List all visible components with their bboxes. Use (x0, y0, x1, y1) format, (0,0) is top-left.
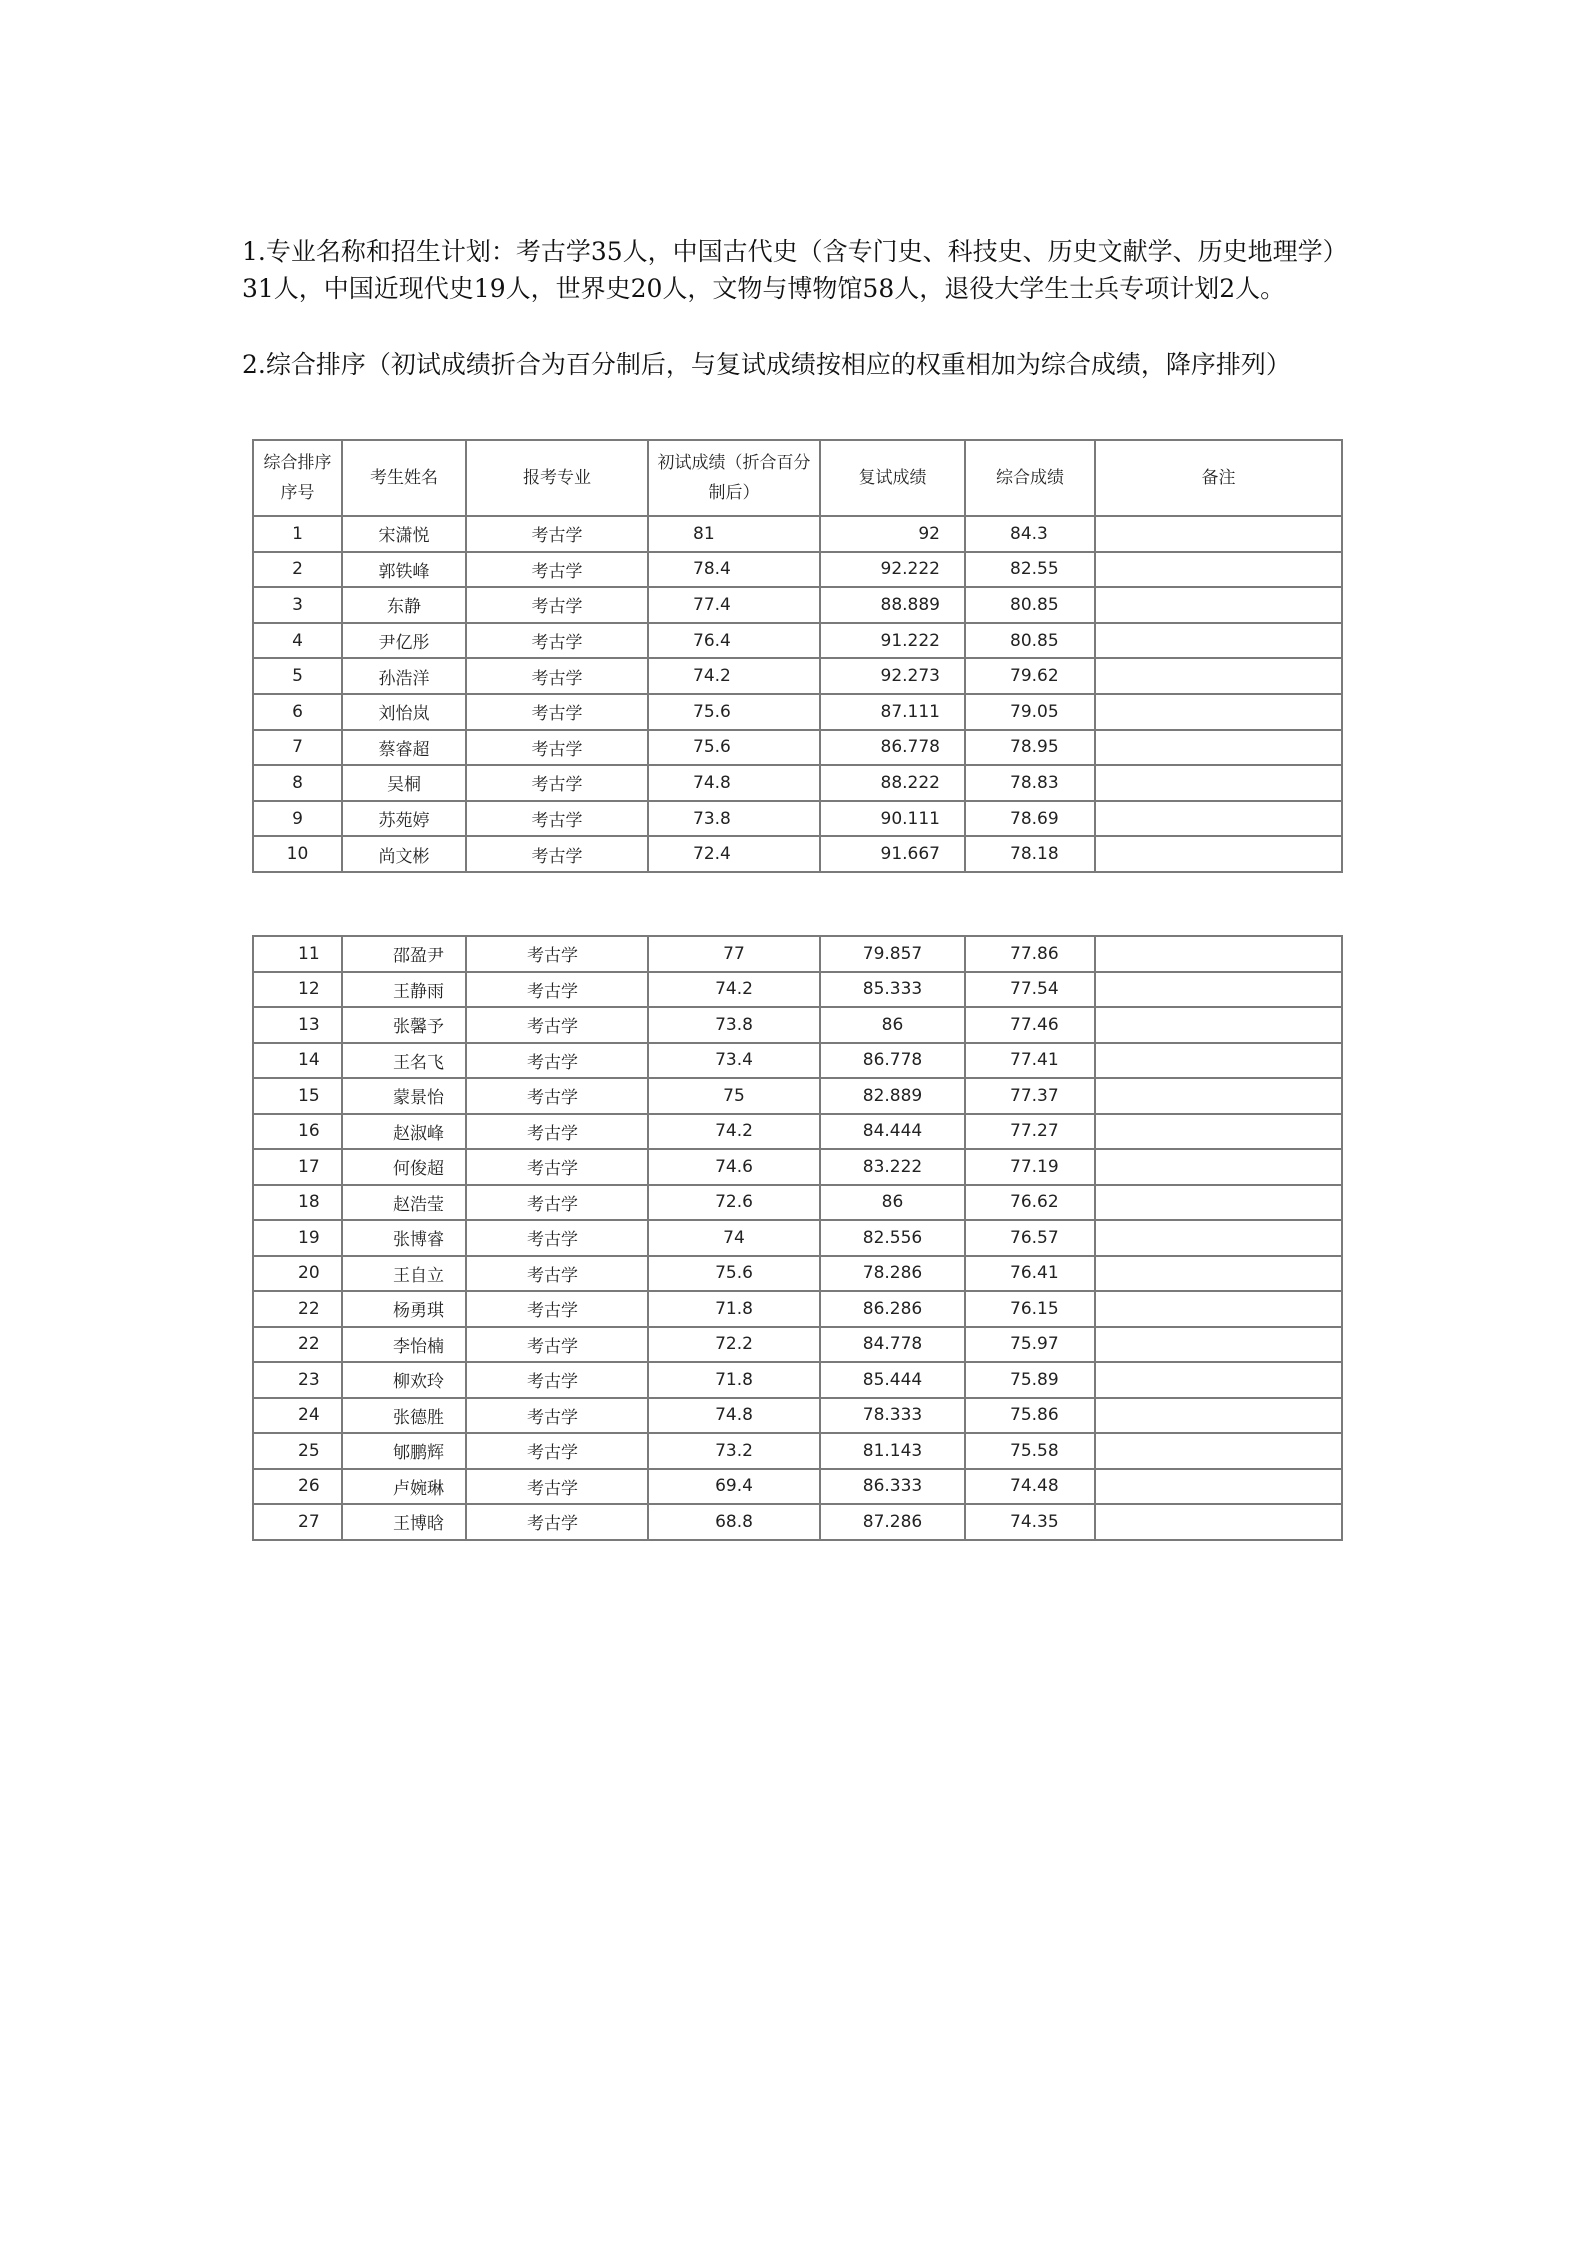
cell-retest-score: 86.286 (820, 1291, 965, 1327)
cell-initial-score: 74 (648, 1220, 820, 1256)
table-row (253, 1469, 1342, 1505)
cell-initial-score: 71.8 (648, 1362, 820, 1398)
cell-retest-score: 86.778 (820, 1043, 965, 1079)
cell-initial-score: 74.2 (648, 658, 820, 694)
cell-initial-score: 75 (648, 1078, 820, 1114)
cell-rank: 23 (253, 1362, 342, 1398)
cell-initial-score: 74.2 (648, 1114, 820, 1150)
cell-retest-score: 82.889 (820, 1078, 965, 1114)
cell-total-score: 79.05 (965, 694, 1095, 730)
cell-initial-score: 77.4 (648, 587, 820, 623)
cell-name: 东静 (342, 587, 466, 623)
cell-total-score: 77.27 (965, 1114, 1095, 1150)
cell-total-score: 75.97 (965, 1327, 1095, 1363)
cell-major: 考古学 (466, 587, 648, 623)
cell-major: 考古学 (466, 936, 648, 972)
cell-retest-score: 88.889 (820, 587, 965, 623)
table-row (253, 1256, 1342, 1292)
cell-remark (1095, 1433, 1342, 1469)
cell-major: 考古学 (466, 836, 648, 872)
cell-name: 王博晗 (342, 1504, 466, 1540)
header-total-score: 综合成绩 (965, 440, 1095, 516)
cell-name: 宋潇悦 (342, 516, 466, 552)
cell-initial-score: 75.6 (648, 1256, 820, 1292)
cell-total-score: 74.35 (965, 1504, 1095, 1540)
cell-total-score: 76.41 (965, 1256, 1095, 1292)
cell-major: 考古学 (466, 1256, 648, 1292)
table-row (253, 1007, 1342, 1043)
cell-rank: 16 (253, 1114, 342, 1150)
ranking-table-body-2 (253, 936, 1342, 1540)
cell-major: 考古学 (466, 658, 648, 694)
cell-remark (1095, 1149, 1342, 1185)
cell-retest-score: 82.556 (820, 1220, 965, 1256)
cell-retest-score: 91.222 (820, 623, 965, 659)
cell-remark (1095, 587, 1342, 623)
enrollment-plan-paragraph: 1.专业名称和招生计划：考古学35人，中国古代史（含专门史、科技史、历史文献学、历史地理学）31人，中国近现代史19人，世界史20人，文物与博物馆58人，退役大学生士兵专项计划2人。 (242, 237, 1348, 303)
cell-remark (1095, 836, 1342, 872)
cell-initial-score: 73.4 (648, 1043, 820, 1079)
cell-remark (1095, 1114, 1342, 1150)
cell-major: 考古学 (466, 1149, 648, 1185)
cell-name: 尚文彬 (342, 836, 466, 872)
cell-retest-score: 84.778 (820, 1327, 965, 1363)
cell-remark (1095, 1504, 1342, 1540)
cell-rank: 17 (253, 1149, 342, 1185)
table-row (253, 836, 1342, 872)
table-row (253, 587, 1342, 623)
cell-name: 杨勇琪 (342, 1291, 466, 1327)
cell-name: 蒙景怡 (342, 1078, 466, 1114)
cell-name: 赵淑峰 (342, 1114, 466, 1150)
cell-total-score: 77.41 (965, 1043, 1095, 1079)
cell-major: 考古学 (466, 972, 648, 1008)
cell-rank: 4 (253, 623, 342, 659)
cell-total-score: 77.46 (965, 1007, 1095, 1043)
cell-initial-score: 73.8 (648, 1007, 820, 1043)
cell-major: 考古学 (466, 516, 648, 552)
cell-remark (1095, 1469, 1342, 1505)
cell-rank: 26 (253, 1469, 342, 1505)
cell-rank: 24 (253, 1398, 342, 1434)
cell-initial-score: 74.6 (648, 1149, 820, 1185)
cell-rank: 20 (253, 1256, 342, 1292)
table-header-row (253, 440, 1342, 516)
cell-name: 张馨予 (342, 1007, 466, 1043)
cell-name: 张博睿 (342, 1220, 466, 1256)
cell-rank: 12 (253, 972, 342, 1008)
cell-initial-score: 69.4 (648, 1469, 820, 1505)
header-remark: 备注 (1095, 440, 1342, 516)
cell-major: 考古学 (466, 1504, 648, 1540)
cell-major: 考古学 (466, 1362, 648, 1398)
cell-total-score: 77.19 (965, 1149, 1095, 1185)
cell-rank: 13 (253, 1007, 342, 1043)
cell-rank: 14 (253, 1043, 342, 1079)
cell-remark (1095, 1256, 1342, 1292)
cell-name: 王静雨 (342, 972, 466, 1008)
table-row (253, 1114, 1342, 1150)
cell-remark (1095, 1185, 1342, 1221)
cell-initial-score: 77 (648, 936, 820, 972)
cell-initial-score: 76.4 (648, 623, 820, 659)
table-row (253, 694, 1342, 730)
cell-name: 尹亿彤 (342, 623, 466, 659)
cell-remark (1095, 1220, 1342, 1256)
cell-rank: 1 (253, 516, 342, 552)
cell-name: 苏苑婷 (342, 801, 466, 837)
cell-name: 郭铁峰 (342, 552, 466, 588)
table-row (253, 1362, 1342, 1398)
cell-total-score: 74.48 (965, 1469, 1095, 1505)
cell-remark (1095, 765, 1342, 801)
cell-retest-score: 81.143 (820, 1433, 965, 1469)
cell-rank: 22 (253, 1291, 342, 1327)
table-row (253, 972, 1342, 1008)
cell-initial-score: 73.8 (648, 801, 820, 837)
header-retest-score: 复试成绩 (820, 440, 965, 516)
header-name: 考生姓名 (342, 440, 466, 516)
cell-initial-score: 75.6 (648, 730, 820, 766)
cell-major: 考古学 (466, 1433, 648, 1469)
cell-remark (1095, 730, 1342, 766)
cell-total-score: 78.69 (965, 801, 1095, 837)
cell-rank: 19 (253, 1220, 342, 1256)
cell-name: 孙浩洋 (342, 658, 466, 694)
cell-major: 考古学 (466, 694, 648, 730)
cell-major: 考古学 (466, 1291, 648, 1327)
cell-rank: 27 (253, 1504, 342, 1540)
cell-initial-score: 72.2 (648, 1327, 820, 1363)
cell-name: 王名飞 (342, 1043, 466, 1079)
cell-major: 考古学 (466, 1327, 648, 1363)
table-row (253, 1504, 1342, 1540)
cell-rank: 18 (253, 1185, 342, 1221)
cell-retest-score: 85.333 (820, 972, 965, 1008)
cell-rank: 3 (253, 587, 342, 623)
cell-remark (1095, 1078, 1342, 1114)
cell-name: 何俊超 (342, 1149, 466, 1185)
cell-name: 张德胜 (342, 1398, 466, 1434)
cell-initial-score: 73.2 (648, 1433, 820, 1469)
cell-major: 考古学 (466, 1078, 648, 1114)
table-row (253, 1149, 1342, 1185)
table-row (253, 1327, 1342, 1363)
cell-retest-score: 79.857 (820, 936, 965, 972)
cell-rank: 7 (253, 730, 342, 766)
cell-total-score: 82.55 (965, 552, 1095, 588)
table-row (253, 1220, 1342, 1256)
cell-remark (1095, 972, 1342, 1008)
cell-name: 郇鹏辉 (342, 1433, 466, 1469)
cell-total-score: 80.85 (965, 587, 1095, 623)
header-initial-score: 初试成绩（折合百分制后） (648, 440, 820, 516)
cell-initial-score: 74.8 (648, 1398, 820, 1434)
cell-remark (1095, 694, 1342, 730)
cell-rank: 11 (253, 936, 342, 972)
cell-remark (1095, 1291, 1342, 1327)
table-row (253, 552, 1342, 588)
cell-retest-score: 92 (820, 516, 965, 552)
cell-retest-score: 88.222 (820, 765, 965, 801)
cell-major: 考古学 (466, 1007, 648, 1043)
cell-rank: 9 (253, 801, 342, 837)
cell-major: 考古学 (466, 552, 648, 588)
cell-major: 考古学 (466, 730, 648, 766)
cell-total-score: 76.15 (965, 1291, 1095, 1327)
cell-major: 考古学 (466, 1043, 648, 1079)
cell-total-score: 80.85 (965, 623, 1095, 659)
cell-retest-score: 86 (820, 1185, 965, 1221)
cell-rank: 10 (253, 836, 342, 872)
cell-total-score: 78.83 (965, 765, 1095, 801)
cell-retest-score: 85.444 (820, 1362, 965, 1398)
table-row (253, 765, 1342, 801)
cell-major: 考古学 (466, 1398, 648, 1434)
header-major: 报考专业 (466, 440, 648, 516)
cell-initial-score: 68.8 (648, 1504, 820, 1540)
table-row (253, 801, 1342, 837)
cell-rank: 2 (253, 552, 342, 588)
ranking-table-part-1 (252, 439, 1343, 873)
table-row (253, 1433, 1342, 1469)
table-row (253, 658, 1342, 694)
cell-remark (1095, 623, 1342, 659)
cell-initial-score: 71.8 (648, 1291, 820, 1327)
table-row (253, 1078, 1342, 1114)
cell-major: 考古学 (466, 1185, 648, 1221)
cell-name: 刘怡岚 (342, 694, 466, 730)
ranking-table-part-2 (252, 935, 1343, 1541)
table-row (253, 516, 1342, 552)
table-row (253, 936, 1342, 972)
cell-retest-score: 84.444 (820, 1114, 965, 1150)
cell-remark (1095, 552, 1342, 588)
cell-name: 赵浩莹 (342, 1185, 466, 1221)
cell-retest-score: 87.111 (820, 694, 965, 730)
table-row (253, 1043, 1342, 1079)
cell-total-score: 77.86 (965, 936, 1095, 972)
cell-name: 卢婉琳 (342, 1469, 466, 1505)
cell-major: 考古学 (466, 1114, 648, 1150)
cell-initial-score: 78.4 (648, 552, 820, 588)
cell-total-score: 77.37 (965, 1078, 1095, 1114)
cell-name: 吴桐 (342, 765, 466, 801)
table-row (253, 730, 1342, 766)
cell-major: 考古学 (466, 1469, 648, 1505)
table-row (253, 1185, 1342, 1221)
cell-name: 柳欢玲 (342, 1362, 466, 1398)
cell-retest-score: 87.286 (820, 1504, 965, 1540)
cell-major: 考古学 (466, 623, 648, 659)
cell-retest-score: 92.222 (820, 552, 965, 588)
cell-total-score: 75.86 (965, 1398, 1095, 1434)
cell-initial-score: 74.2 (648, 972, 820, 1008)
cell-remark (1095, 1362, 1342, 1398)
cell-remark (1095, 1007, 1342, 1043)
cell-total-score: 75.58 (965, 1433, 1095, 1469)
cell-retest-score: 90.111 (820, 801, 965, 837)
cell-retest-score: 86.333 (820, 1469, 965, 1505)
cell-total-score: 76.62 (965, 1185, 1095, 1221)
cell-rank: 25 (253, 1433, 342, 1469)
cell-major: 考古学 (466, 801, 648, 837)
cell-name: 邵盈尹 (342, 936, 466, 972)
table-row (253, 623, 1342, 659)
cell-remark (1095, 936, 1342, 972)
cell-initial-score: 72.6 (648, 1185, 820, 1221)
cell-total-score: 75.89 (965, 1362, 1095, 1398)
table-row (253, 1291, 1342, 1327)
cell-name: 王自立 (342, 1256, 466, 1292)
cell-rank: 15 (253, 1078, 342, 1114)
cell-rank: 6 (253, 694, 342, 730)
cell-total-score: 76.57 (965, 1220, 1095, 1256)
table-row (253, 1398, 1342, 1434)
cell-remark (1095, 1327, 1342, 1363)
cell-name: 蔡睿超 (342, 730, 466, 766)
header-rank: 综合排序序号 (253, 440, 342, 516)
cell-total-score: 78.95 (965, 730, 1095, 766)
cell-retest-score: 86 (820, 1007, 965, 1043)
cell-retest-score: 78.286 (820, 1256, 965, 1292)
cell-major: 考古学 (466, 1220, 648, 1256)
cell-rank: 22 (253, 1327, 342, 1363)
cell-initial-score: 74.8 (648, 765, 820, 801)
cell-retest-score: 83.222 (820, 1149, 965, 1185)
ranking-description-paragraph: 2.综合排序（初试成绩折合为百分制后，与复试成绩按相应的权重相加为综合成绩，降序排列） (242, 350, 1291, 379)
cell-name: 李怡楠 (342, 1327, 466, 1363)
cell-remark (1095, 1398, 1342, 1434)
cell-retest-score: 92.273 (820, 658, 965, 694)
ranking-table-body-1 (253, 516, 1342, 872)
cell-remark (1095, 801, 1342, 837)
cell-remark (1095, 658, 1342, 694)
cell-initial-score: 81 (648, 516, 820, 552)
cell-rank: 8 (253, 765, 342, 801)
cell-rank: 5 (253, 658, 342, 694)
cell-total-score: 78.18 (965, 836, 1095, 872)
cell-major: 考古学 (466, 765, 648, 801)
cell-retest-score: 86.778 (820, 730, 965, 766)
cell-total-score: 84.3 (965, 516, 1095, 552)
cell-retest-score: 91.667 (820, 836, 965, 872)
cell-retest-score: 78.333 (820, 1398, 965, 1434)
cell-total-score: 77.54 (965, 972, 1095, 1008)
cell-remark (1095, 1043, 1342, 1079)
cell-total-score: 79.62 (965, 658, 1095, 694)
cell-initial-score: 72.4 (648, 836, 820, 872)
cell-initial-score: 75.6 (648, 694, 820, 730)
cell-remark (1095, 516, 1342, 552)
